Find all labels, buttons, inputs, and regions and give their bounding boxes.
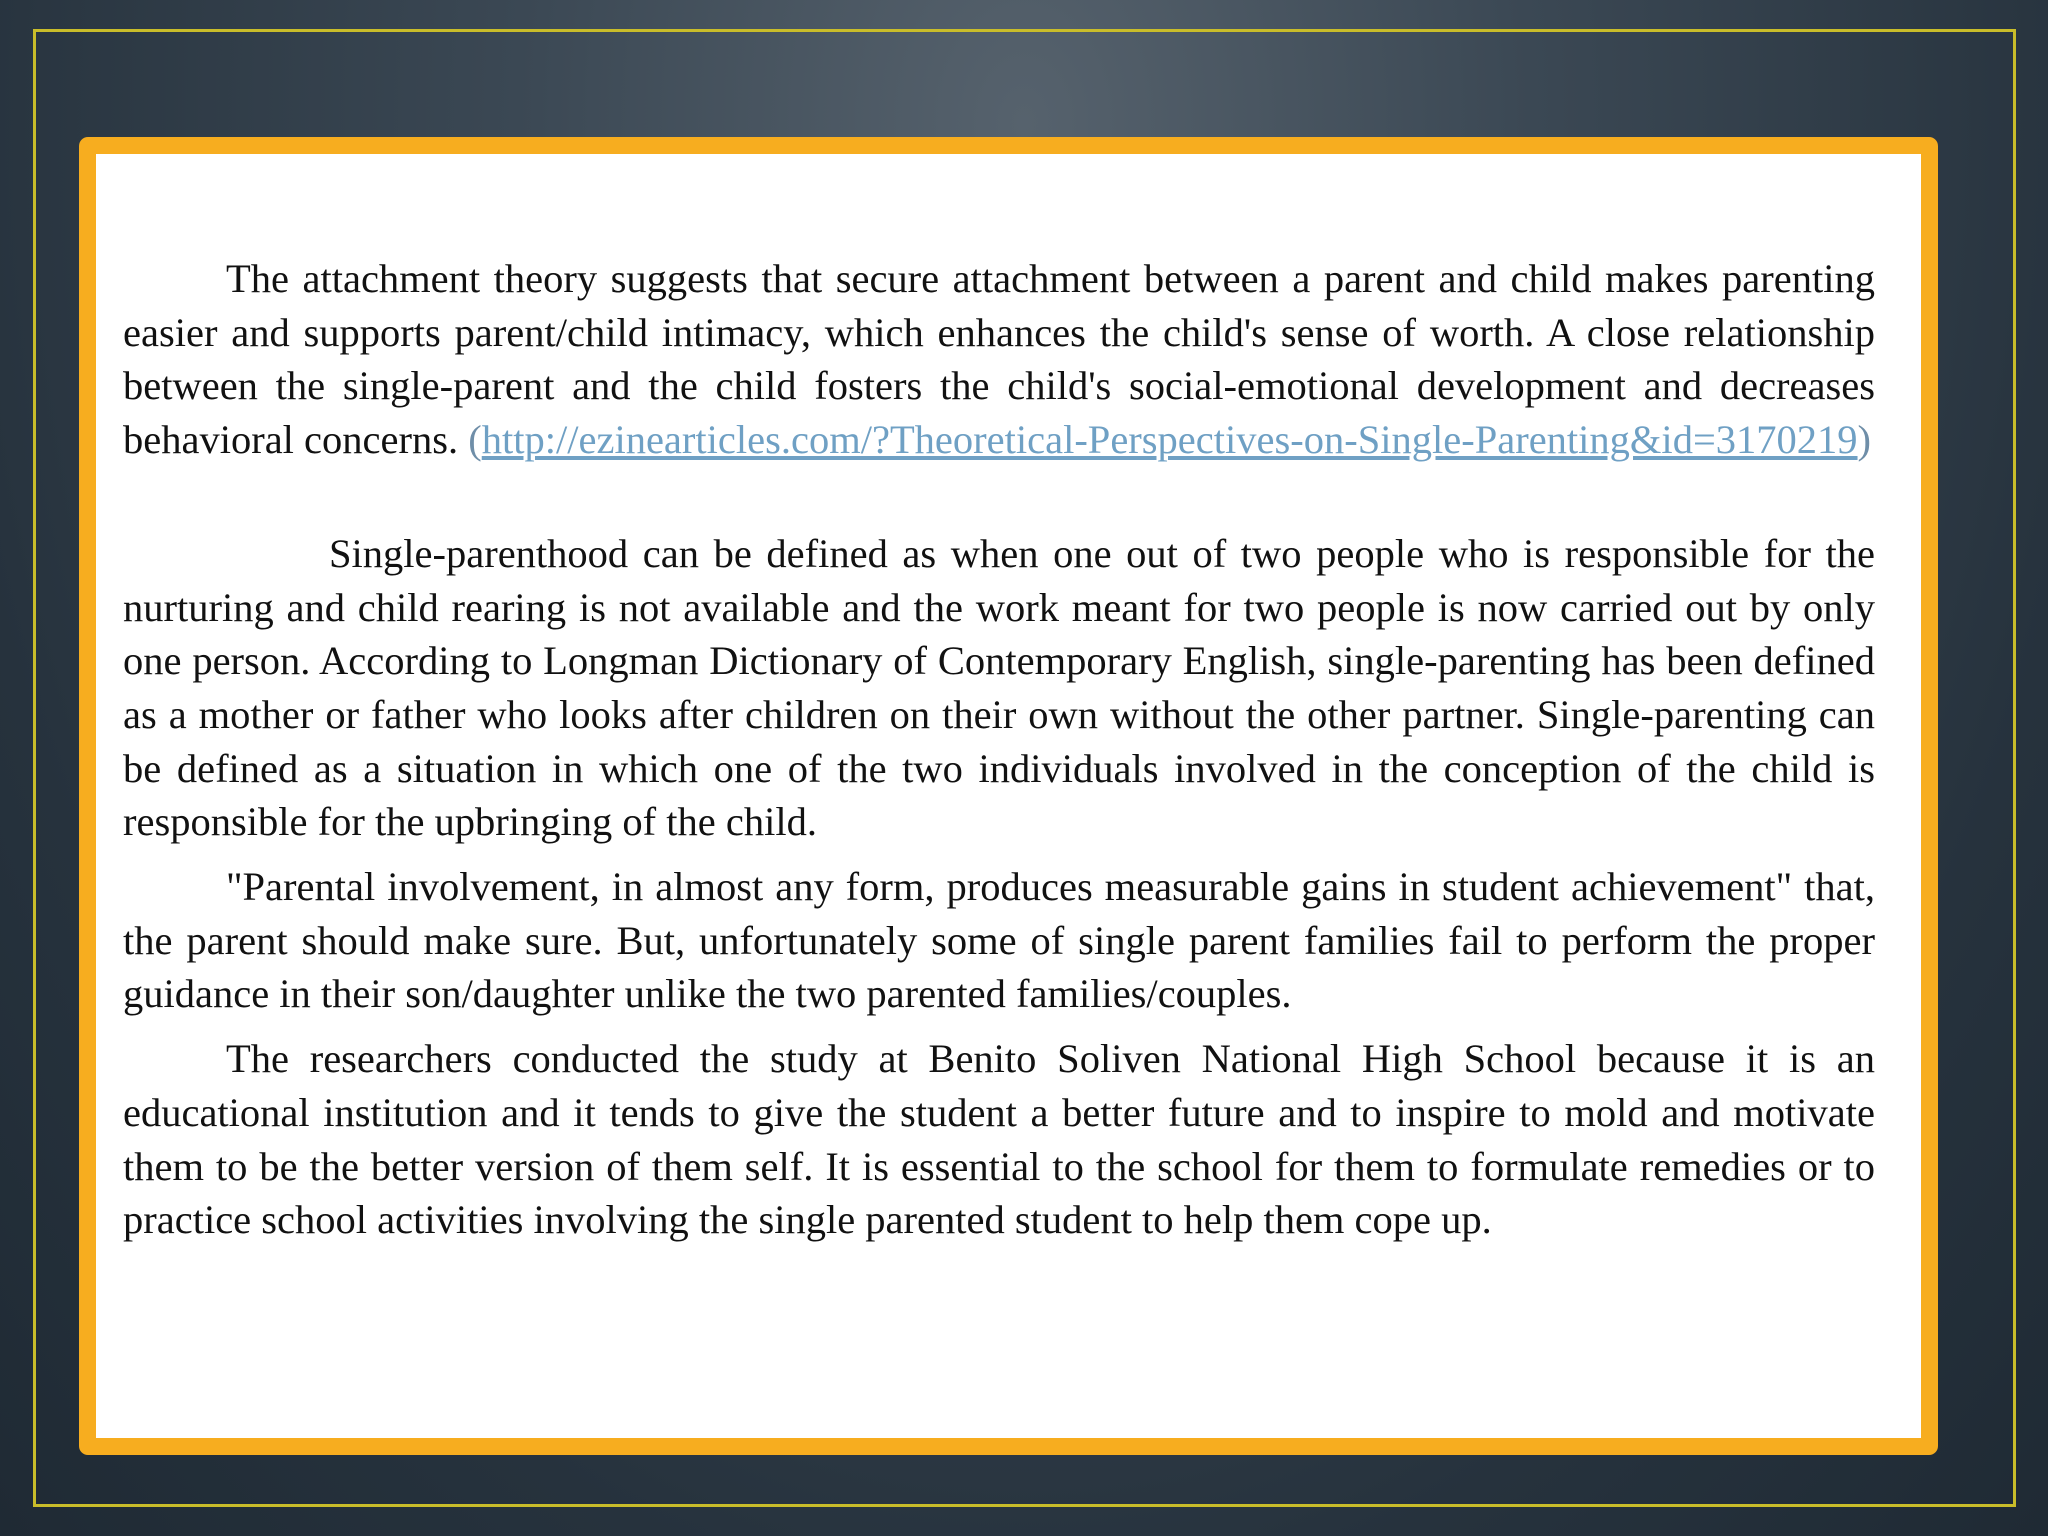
citation: (http://ezinearticles.com/?Theoretical-Perspectives-on-Single-Parenting&id=3170219) [468,417,1872,463]
paragraph-text: The attachment theory suggests that secure attachment between a parent and child makes parenting easier and supports parent/child intimacy, which enhances the child's sense of worth. A close relationship between the single-parent and the child fosters the child's social-emotional development and decreases behavioral concerns. [123,256,1875,463]
paragraph-attachment-theory [123,252,1875,467]
paragraph-researchers: The researchers conducted the study at Benito Soliven National High School because it is an educational institution and it tends to give the student a better future and to inspire to mold and motivate them to be the better version of them self. It is essential to the school for them to formulate remedies or to practice school activities involving the single parented student to help them cope up. [123,1036,1875,1243]
citation-link[interactable]: http://ezinearticles.com/?Theoretical-Perspectives-on-Single-Parenting&id=3170219 [481,417,1858,463]
slide-body-text [123,252,1875,1247]
paragraph-parental-involvement: "Parental involvement, in almost any form, produces measurable gains in student achievement" that, the parent should make sure. But, unfortunately some of single parent families fail to perform the proper guidance in their son/daughter unlike the two parented families/couples. [123,864,1875,1017]
paragraph-single-parenthood: Single-parenthood can be defined as when one out of two people who is responsible for the nurturing and child rearing is not available and the work meant for two people is now carried out by only one person. According to Longman Dictionary of Contemporary English, single-parenting has been defined as a mother or father who looks after children on their own without the other partner. Single-parenting can be defined as a situation in which one of the two individuals involved in the conception of the child is responsible for the upbringing of the child. [123,530,1875,845]
